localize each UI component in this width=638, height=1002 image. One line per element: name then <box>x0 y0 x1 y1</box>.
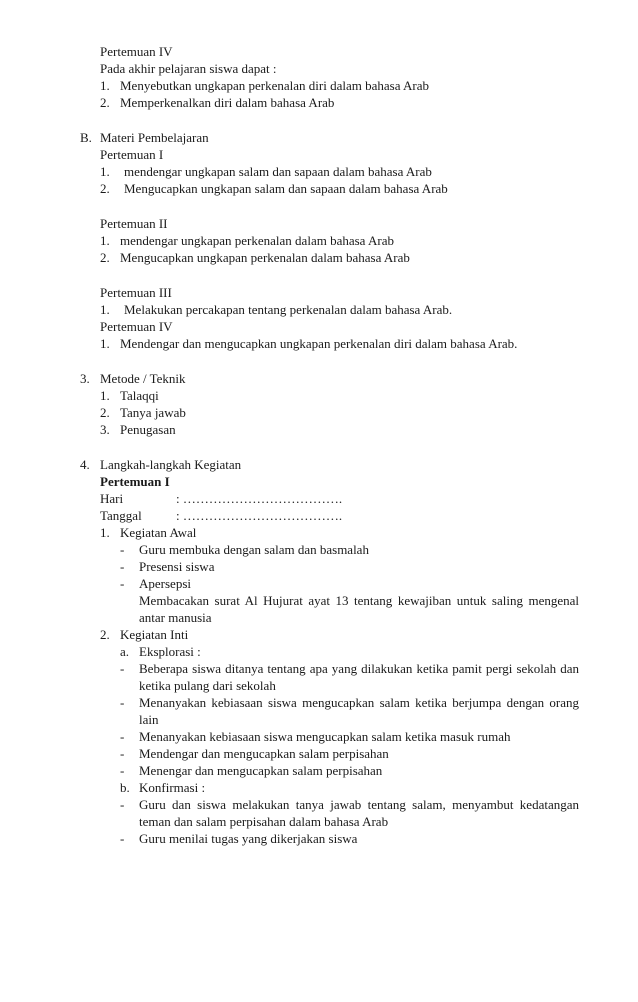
list-item-continuation: lain <box>139 712 159 727</box>
list-number: 1. <box>100 525 110 540</box>
list-number: 3. <box>100 422 110 437</box>
bullet: - <box>120 542 125 557</box>
list-item: Tanya jawab <box>120 405 186 420</box>
materi-pertemuan1-title: Pertemuan I <box>100 147 164 162</box>
tanggal-value: : ………………………………. <box>176 508 343 523</box>
list-number: 1. <box>100 336 110 351</box>
list-item: Mengucapkan ungkapan perkenalan dalam bahasa Arab <box>120 250 410 265</box>
section-title-metode: Metode / Teknik <box>100 371 186 386</box>
list-number: 1. <box>100 233 110 248</box>
list-item: Menengar dan mengucapkan salam perpisahan <box>139 763 383 778</box>
bullet: - <box>120 797 125 812</box>
list-number: 1. <box>100 302 110 317</box>
list-item: Penugasan <box>120 422 176 437</box>
list-number: 1. <box>100 164 110 179</box>
list-item: Guru membuka dengan salam dan basmalah <box>139 542 369 557</box>
list-item: Menanyakan kebiasaan siswa mengucapkan salam ketika berjumpa dengan orang <box>139 695 579 710</box>
list-item: Memperkenalkan diri dalam bahasa Arab <box>120 95 335 110</box>
hari-label: Hari <box>100 491 124 506</box>
list-number: 1. <box>100 78 110 93</box>
list-item: Menyebutkan ungkapan perkenalan diri dalam bahasa Arab <box>120 78 429 93</box>
apersepsi-text-line1: Membacakan surat Al Hujurat ayat 13 tentang kewajiban untuk saling mengenal <box>139 593 579 608</box>
list-number: 2. <box>100 405 110 420</box>
bullet: - <box>120 661 125 676</box>
list-item-continuation: ketika pulang dari sekolah <box>139 678 276 693</box>
bullet: - <box>120 559 125 574</box>
list-number: 2. <box>100 95 110 110</box>
list-number: 2. <box>100 250 110 265</box>
materi-pertemuan3-title: Pertemuan III <box>100 285 172 300</box>
sub-marker: b. <box>120 780 130 795</box>
bullet: - <box>120 831 125 846</box>
list-item-continuation: teman dan salam perpisahan dalam bahasa Arab <box>139 814 389 829</box>
section-title-materi: Materi Pembelajaran <box>100 130 209 145</box>
tanggal-label: Tanggal <box>100 508 142 523</box>
langkah-pertemuan-title: Pertemuan I <box>100 474 170 489</box>
bullet: - <box>120 763 125 778</box>
list-item: Talaqqi <box>120 388 159 403</box>
list-item: Guru menilai tugas yang dikerjakan siswa <box>139 831 358 846</box>
konfirmasi-title: Konfirmasi : <box>139 780 206 795</box>
section-marker: B. <box>80 130 92 145</box>
list-number: 2. <box>100 627 110 642</box>
list-item: Menanyakan kebiasaan siswa mengucapkan salam ketika masuk rumah <box>139 729 511 744</box>
list-item: Mengucapkan ungkapan salam dan sapaan dalam bahasa Arab <box>124 181 448 196</box>
list-item: Apersepsi <box>139 576 191 591</box>
bullet: - <box>120 695 125 710</box>
section-title-langkah: Langkah-langkah Kegiatan <box>100 457 242 472</box>
list-item: Mendengar dan mengucapkan ungkapan perkenalan diri dalam bahasa Arab. <box>120 336 518 351</box>
bullet: - <box>120 729 125 744</box>
list-number: 1. <box>100 388 110 403</box>
bullet: - <box>120 576 125 591</box>
hari-value: : ………………………………. <box>176 491 343 506</box>
list-item: Melakukan percakapan tentang perkenalan dalam bahasa Arab. <box>124 302 453 317</box>
list-item: Guru dan siswa melakukan tanya jawab tentang salam, menyambut kedatangan <box>139 797 579 812</box>
tujuan-intro: Pada akhir pelajaran siswa dapat : <box>100 61 277 76</box>
kegiatan-awal-title: Kegiatan Awal <box>120 525 197 540</box>
bullet: - <box>120 746 125 761</box>
list-item: mendengar ungkapan perkenalan dalam bahasa Arab <box>120 233 394 248</box>
sub-marker: a. <box>120 644 130 659</box>
list-item: Mendengar dan mengucapkan salam perpisahan <box>139 746 389 761</box>
materi-pertemuan2-title: Pertemuan II <box>100 216 168 231</box>
section-marker: 3. <box>80 371 90 386</box>
list-item: Presensi siswa <box>139 559 215 574</box>
apersepsi-text-line2: antar manusia <box>139 610 212 625</box>
list-item: mendengar ungkapan salam dan sapaan dalam bahasa Arab <box>124 164 432 179</box>
list-number: 2. <box>100 181 110 196</box>
materi-pertemuan4-title: Pertemuan IV <box>100 319 173 334</box>
eksplorasi-title: Eksplorasi : <box>139 644 201 659</box>
list-item: Beberapa siswa ditanya tentang apa yang dilakukan ketika pamit pergi sekolah dan <box>139 661 579 676</box>
kegiatan-inti-title: Kegiatan Inti <box>120 627 189 642</box>
tujuan-pertemuan4-title: Pertemuan IV <box>100 44 173 59</box>
section-marker: 4. <box>80 457 90 472</box>
